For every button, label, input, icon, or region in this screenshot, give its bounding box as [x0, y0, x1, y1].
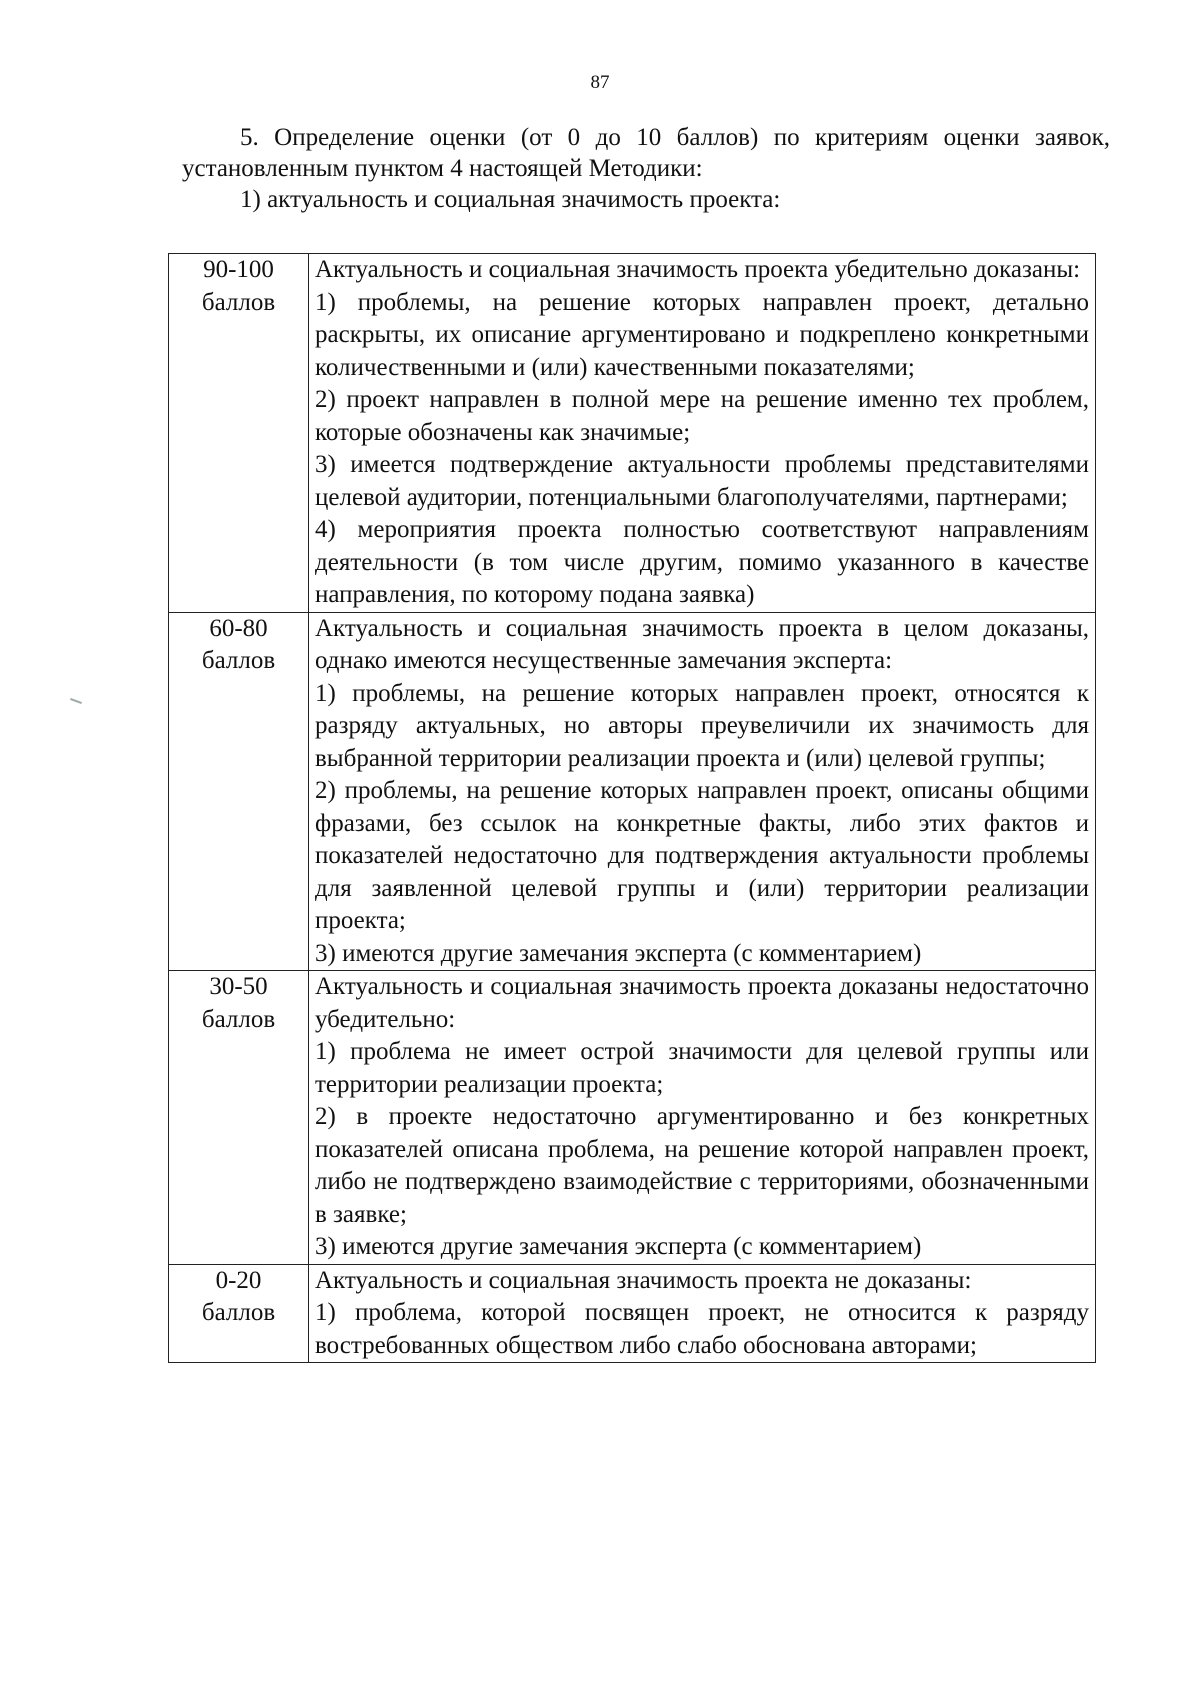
table-row [169, 254, 1096, 613]
score-range: 90-100 [203, 256, 274, 283]
score-unit: баллов [201, 1299, 276, 1326]
description-line: 1) проблема, которой посвящен проект, не относится к разряду востребованных обществом либо слабо обоснована авторами; [315, 1299, 1089, 1359]
description-line: 2) проект направлен в полной мере на решение именно тех проблем, которые обозначены как значимые; [315, 386, 1089, 446]
intro-paragraph: 5. Определение оценки (от 0 до 10 баллов) по критериям оценки заявок, установленным пунктом 4 настоящей Методики: [182, 124, 1110, 182]
score-cell [169, 254, 309, 613]
intro-section [182, 122, 1110, 215]
score-range: 30-50 [209, 973, 268, 1000]
score-unit: баллов [201, 288, 276, 316]
score-cell [169, 1264, 309, 1363]
table-row [169, 612, 1096, 971]
description-line: Актуальность и социальная значимость проекта не доказаны: [315, 1266, 972, 1294]
page-number: 87 [590, 72, 610, 93]
description-line: 1) проблемы, на решение которых направлен проект, детально раскрыты, их описание аргументировано и подкреплено конкретными количественными и (или) качественными показателями; [315, 288, 1089, 381]
table-row [169, 971, 1096, 1265]
description-line: 2) в проекте недостаточно аргументированно и без конкретных показателей описана проблема, на решение которой направлен проект, либо не подтверждено взаимодействие с территориями, обозначенными в заявке; [315, 1103, 1089, 1228]
intro-subheading: 1) актуальность и социальная значимость проекта: [240, 186, 781, 213]
score-range: 60-80 [209, 614, 268, 642]
description-cell [309, 254, 1096, 613]
description-cell [309, 612, 1096, 971]
description-line: 3) имеются другие замечания эксперта (с комментарием) [315, 939, 922, 967]
score-cell [169, 971, 309, 1265]
score-unit: баллов [201, 647, 276, 674]
description-line: 2) проблемы, на решение которых направлен проект, описаны общими фразами, без ссылок на конкретные факты, либо этих фактов и показателей недостаточно для подтверждения актуальности проблемы для заявленной целевой группы и (или) территории реализации проекта; [315, 777, 1089, 934]
description-line: 1) проблемы, на решение которых направлен проект, относятся к разряду актуальных, но авторы преувеличили их значимость для выбранной территории реализации проекта и (или) целевой группы; [315, 679, 1089, 772]
description-line: 3) имеется подтверждение актуальности проблемы представителями целевой аудитории, потенциальными благополучателями, партнерами; [315, 451, 1089, 511]
score-unit: баллов [201, 1005, 276, 1033]
description-line: Актуальность и социальная значимость проекта убедительно доказаны: [315, 256, 1081, 283]
description-line: Актуальность и социальная значимость проекта доказаны недостаточно убедительно: [315, 973, 1089, 1033]
description-line: 4) мероприятия проекта полностью соответствуют направлениям деятельности (в том числе другим, помимо указанного в качестве направления, по которому подана заявка) [315, 516, 1089, 608]
margin-mark [70, 698, 82, 704]
table-row [169, 1264, 1096, 1363]
description-line: 1) проблема не имеет острой значимости для целевой группы или территории реализации проекта; [315, 1038, 1089, 1098]
score-range: 0-20 [215, 1266, 262, 1294]
description-line: 3) имеются другие замечания эксперта (с комментарием) [315, 1233, 922, 1260]
score-cell [169, 612, 309, 971]
description-line: Актуальность и социальная значимость проекта в целом доказаны, однако имеются несущественные замечания эксперта: [315, 614, 1089, 674]
criteria-table [168, 253, 1096, 1363]
description-cell [309, 1264, 1096, 1363]
description-cell [309, 971, 1096, 1265]
